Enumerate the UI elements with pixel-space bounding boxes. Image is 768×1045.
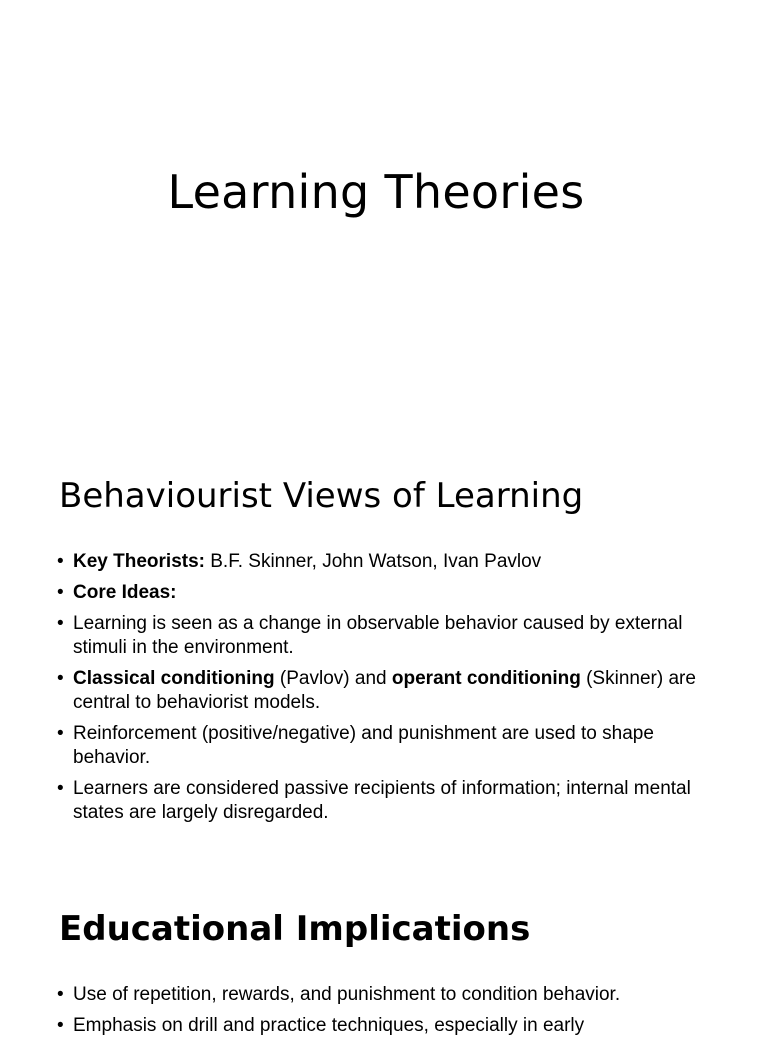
passive-learners-text: Learners are considered passive recipients of information; internal mental states are largely disregarded. [73, 778, 691, 823]
bullet-repetition [57, 983, 717, 1007]
bullet-drill [57, 1014, 717, 1038]
bullet-core-ideas [57, 581, 717, 605]
reinforcement-text: Reinforcement (positive/negative) and punishment are used to shape behavior. [73, 723, 654, 768]
observable-change-text: Learning is seen as a change in observable behavior caused by external stimuli in the environment. [73, 613, 683, 658]
implications-heading: Educational Implications [59, 909, 531, 949]
main-title: Learning Theories [167, 165, 585, 219]
drill-text: Emphasis on drill and practice techniques, especially in early [73, 1015, 585, 1036]
operant-conditioning-label: operant conditioning [391, 668, 581, 689]
key-theorists-text: B.F. Skinner, John Watson, Ivan Pavlov [204, 551, 542, 572]
bullet-passive-learners [57, 777, 717, 825]
bullet-reinforcement [57, 722, 717, 770]
behaviourist-bullet-list [57, 550, 717, 832]
core-ideas-label: Core Ideas: [73, 582, 177, 603]
implications-bullet-list [57, 983, 717, 1045]
conditioning-tail-text: (Skinner) are central to behaviorist models. [73, 668, 696, 713]
bullet-key-theorists [57, 550, 717, 574]
bullet-conditioning [57, 667, 717, 715]
conditioning-mid-text: (Pavlov) and [274, 668, 392, 689]
repetition-text: Use of repetition, rewards, and punishment to condition behavior. [73, 984, 621, 1005]
key-theorists-label: Key Theorists: [73, 551, 205, 572]
behaviourist-heading: Behaviourist Views of Learning [59, 476, 584, 516]
bullet-observable-change [57, 612, 717, 660]
title-slide [0, 0, 768, 400]
classical-conditioning-label: Classical conditioning [73, 668, 275, 689]
